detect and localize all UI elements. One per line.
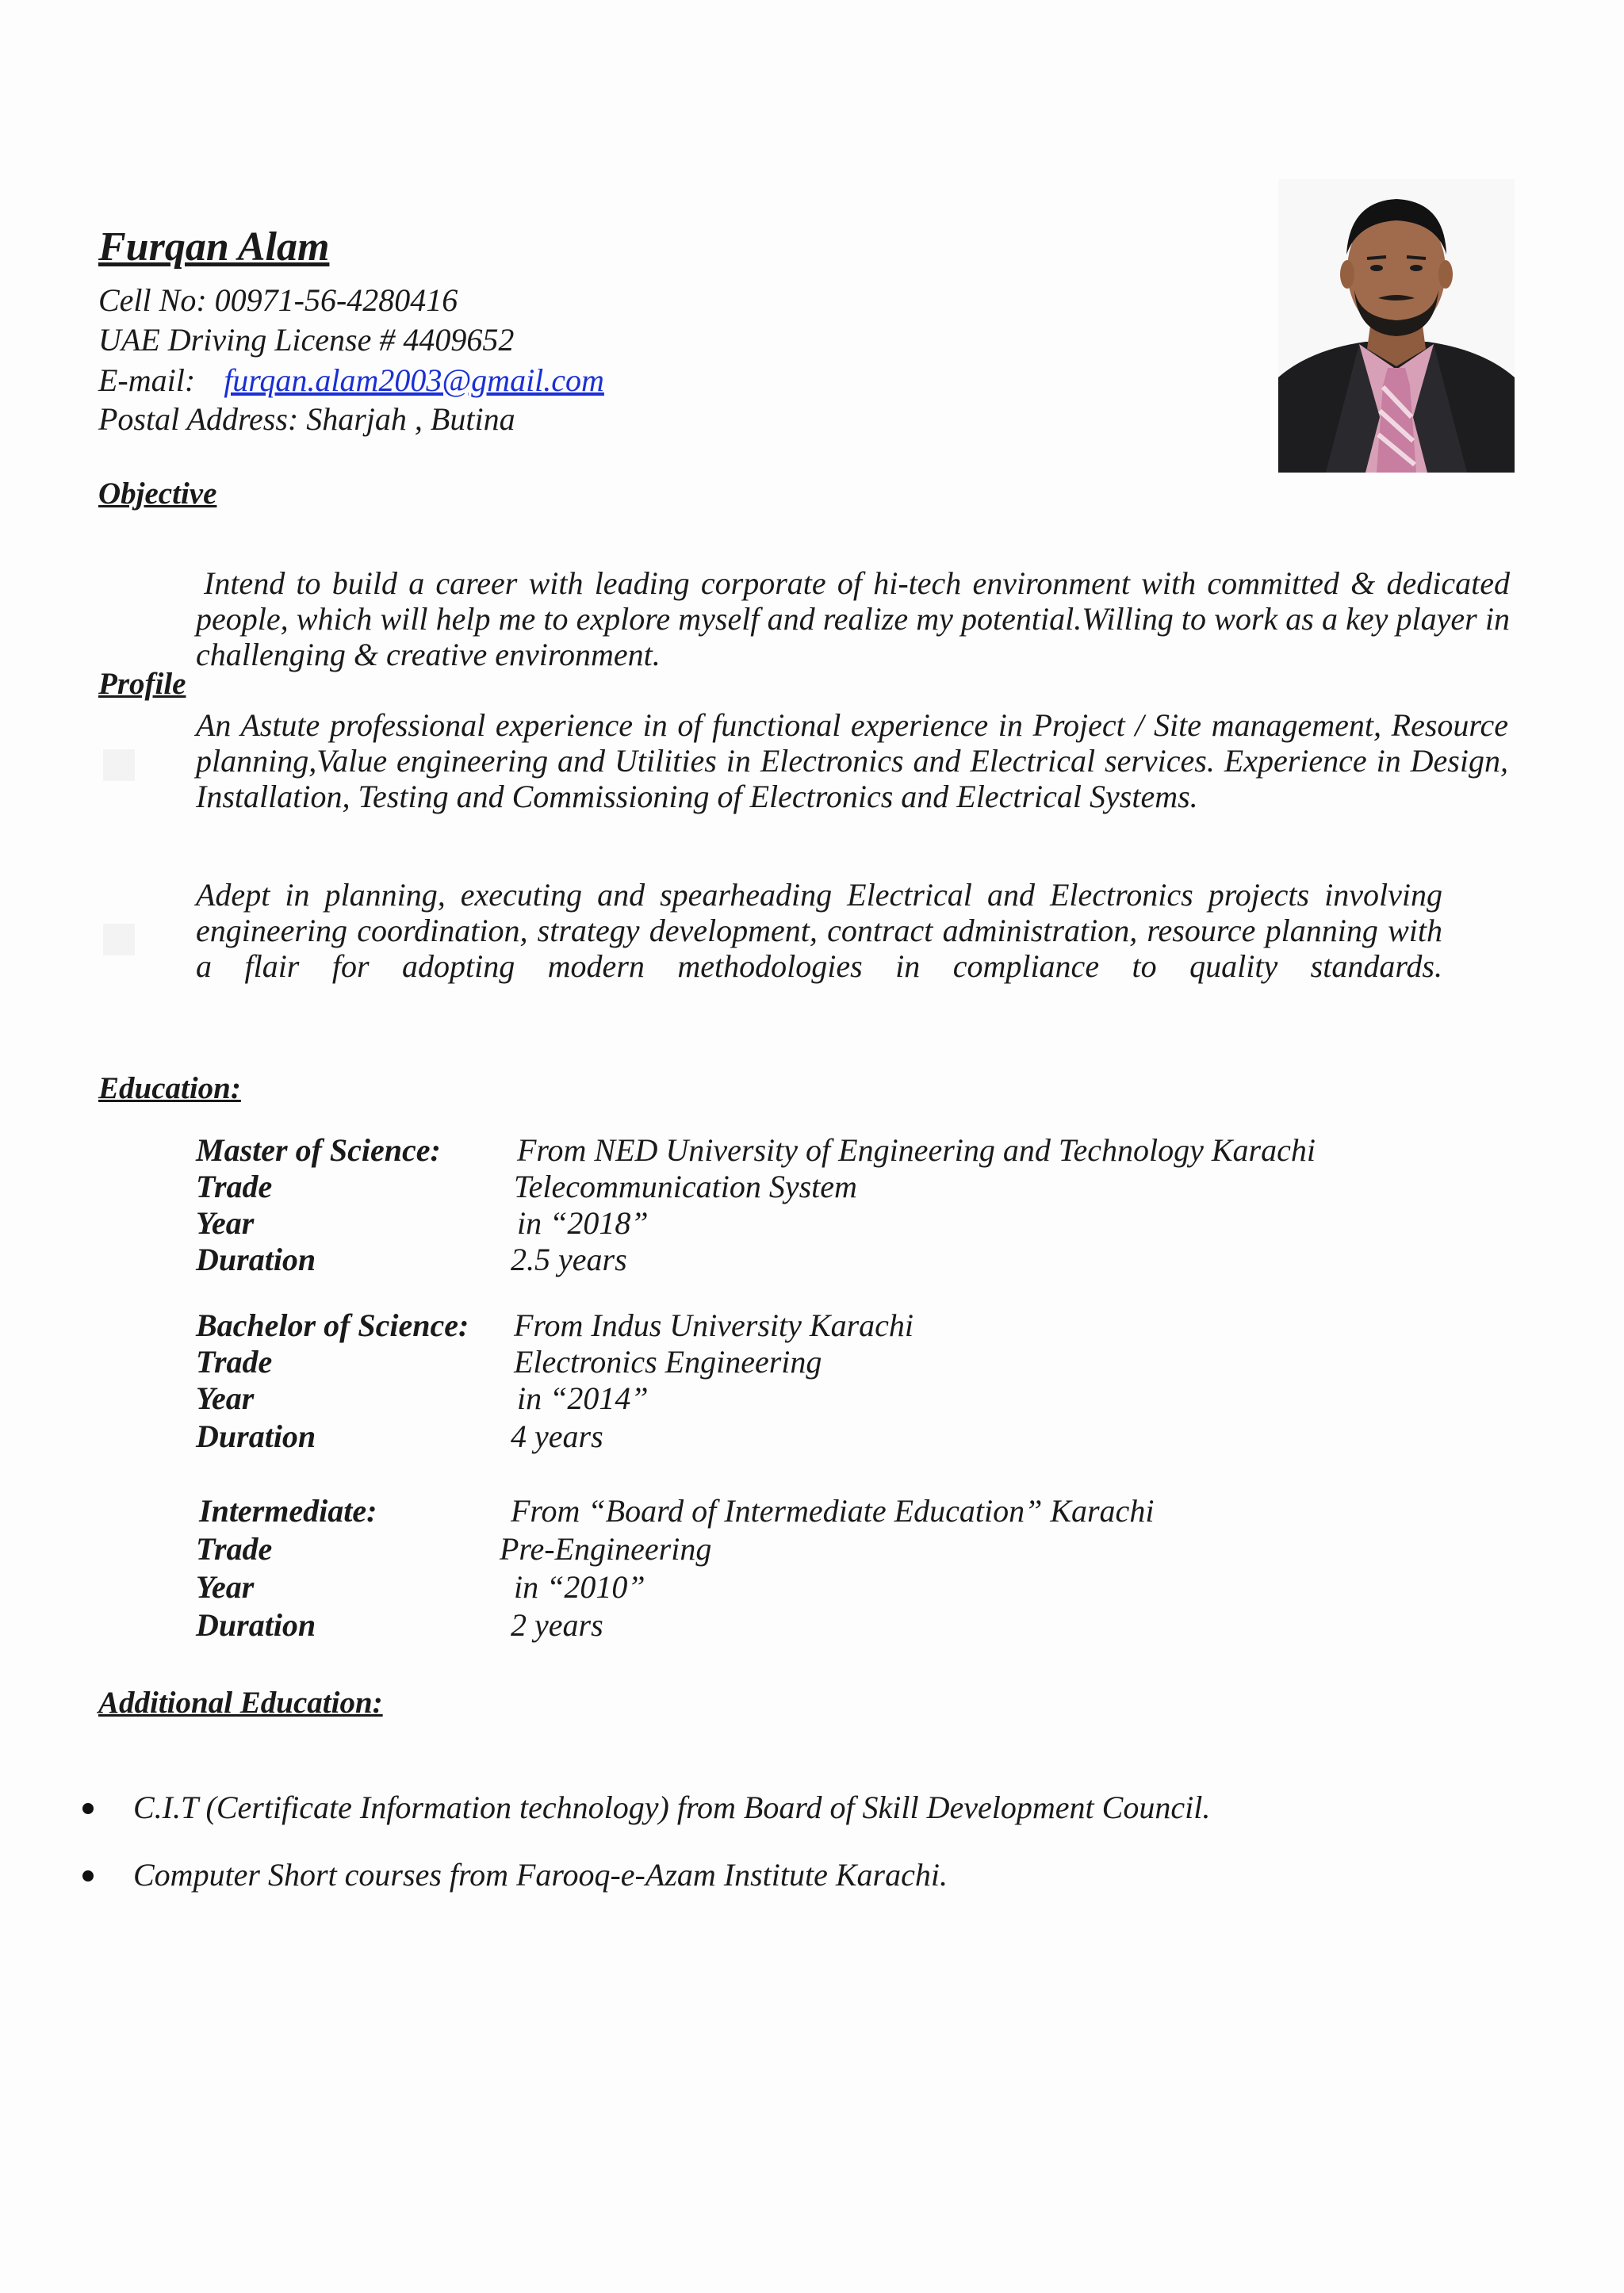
year-value: in “2010” <box>514 1569 645 1605</box>
year-label: Year <box>196 1380 255 1416</box>
degree-label: Bachelor of Science: <box>196 1307 469 1343</box>
list-item-text: C.I.T (Certificate Information technology) from Board of Skill Development Council. <box>133 1790 1211 1825</box>
duration-value: 4 years <box>511 1418 603 1454</box>
email-link[interactable]: furqan.alam2003@gmail.com <box>224 362 604 398</box>
degree-value: From NED University of Engineering and Technology Karachi <box>517 1132 1316 1168</box>
email-line <box>98 361 604 400</box>
year-label: Year <box>196 1205 255 1241</box>
objective-text: Intend to build a career with leading corporate of hi-tech environment with committed & dedicated people, which will help me to explore myself and realize my potential.Willing to work as a key player in challenging & creative environment. <box>196 565 1510 672</box>
degree-label: Intermediate: <box>199 1493 377 1529</box>
faded-bullet-marker <box>103 924 135 955</box>
bullet-icon <box>82 1803 94 1814</box>
degree-value: From “Board of Intermediate Education” Karachi <box>511 1493 1155 1529</box>
year-value: in “2014” <box>517 1380 649 1416</box>
trade-value: Electronics Engineering <box>514 1344 822 1380</box>
faded-bullet-marker <box>103 749 135 781</box>
duration-label: Duration <box>196 1242 316 1277</box>
duration-label: Duration <box>196 1418 316 1454</box>
profile-paragraph-2: Adept in planning, executing and spearheading Electrical and Electronics projects involving engineering coordination, strategy development, contract administration, resource planning with a flair for adopting modern methodologies in compliance to quality standards. <box>196 877 1442 984</box>
degree-label: Master of Science: <box>196 1132 441 1168</box>
trade-label: Trade <box>196 1169 273 1204</box>
year-label: Year <box>196 1569 255 1605</box>
list-item-text: Computer Short courses from Farooq-e-Azam Institute Karachi. <box>133 1857 948 1893</box>
profile-photo <box>1278 179 1515 473</box>
trade-label: Trade <box>196 1531 273 1567</box>
objective-heading: Objective <box>98 477 217 511</box>
driving-license: UAE Driving License # 4409652 <box>98 322 515 358</box>
postal-address: Postal Address: Sharjah , Butina <box>98 401 515 437</box>
profile-heading: Profile <box>98 667 186 701</box>
education-heading: Education: <box>98 1071 241 1105</box>
duration-value: 2.5 years <box>511 1242 627 1277</box>
portrait-image <box>1278 179 1515 473</box>
duration-label: Duration <box>196 1607 316 1643</box>
trade-label: Trade <box>196 1344 273 1380</box>
trade-value: Pre-Engineering <box>500 1531 712 1567</box>
year-value: in “2018” <box>517 1205 649 1241</box>
cell-number: Cell No: 00971-56-4280416 <box>98 282 458 318</box>
additional-education-heading: Additional Education: <box>98 1686 383 1720</box>
email-label: E-mail: <box>98 362 196 398</box>
candidate-name: Furqan Alam <box>98 224 330 270</box>
trade-value: Telecommunication System <box>514 1169 857 1204</box>
bullet-icon <box>82 1870 94 1881</box>
duration-value: 2 years <box>511 1607 603 1643</box>
degree-value: From Indus University Karachi <box>514 1307 914 1343</box>
profile-paragraph-1: An Astute professional experience in of functional experience in Project / Site management, Resource planning,Value engineering and Utilities in Electronics and Electrical services. Experience in Design, Installation, Testing and Commissioning of Electronics and Electrical Systems. <box>196 707 1508 814</box>
